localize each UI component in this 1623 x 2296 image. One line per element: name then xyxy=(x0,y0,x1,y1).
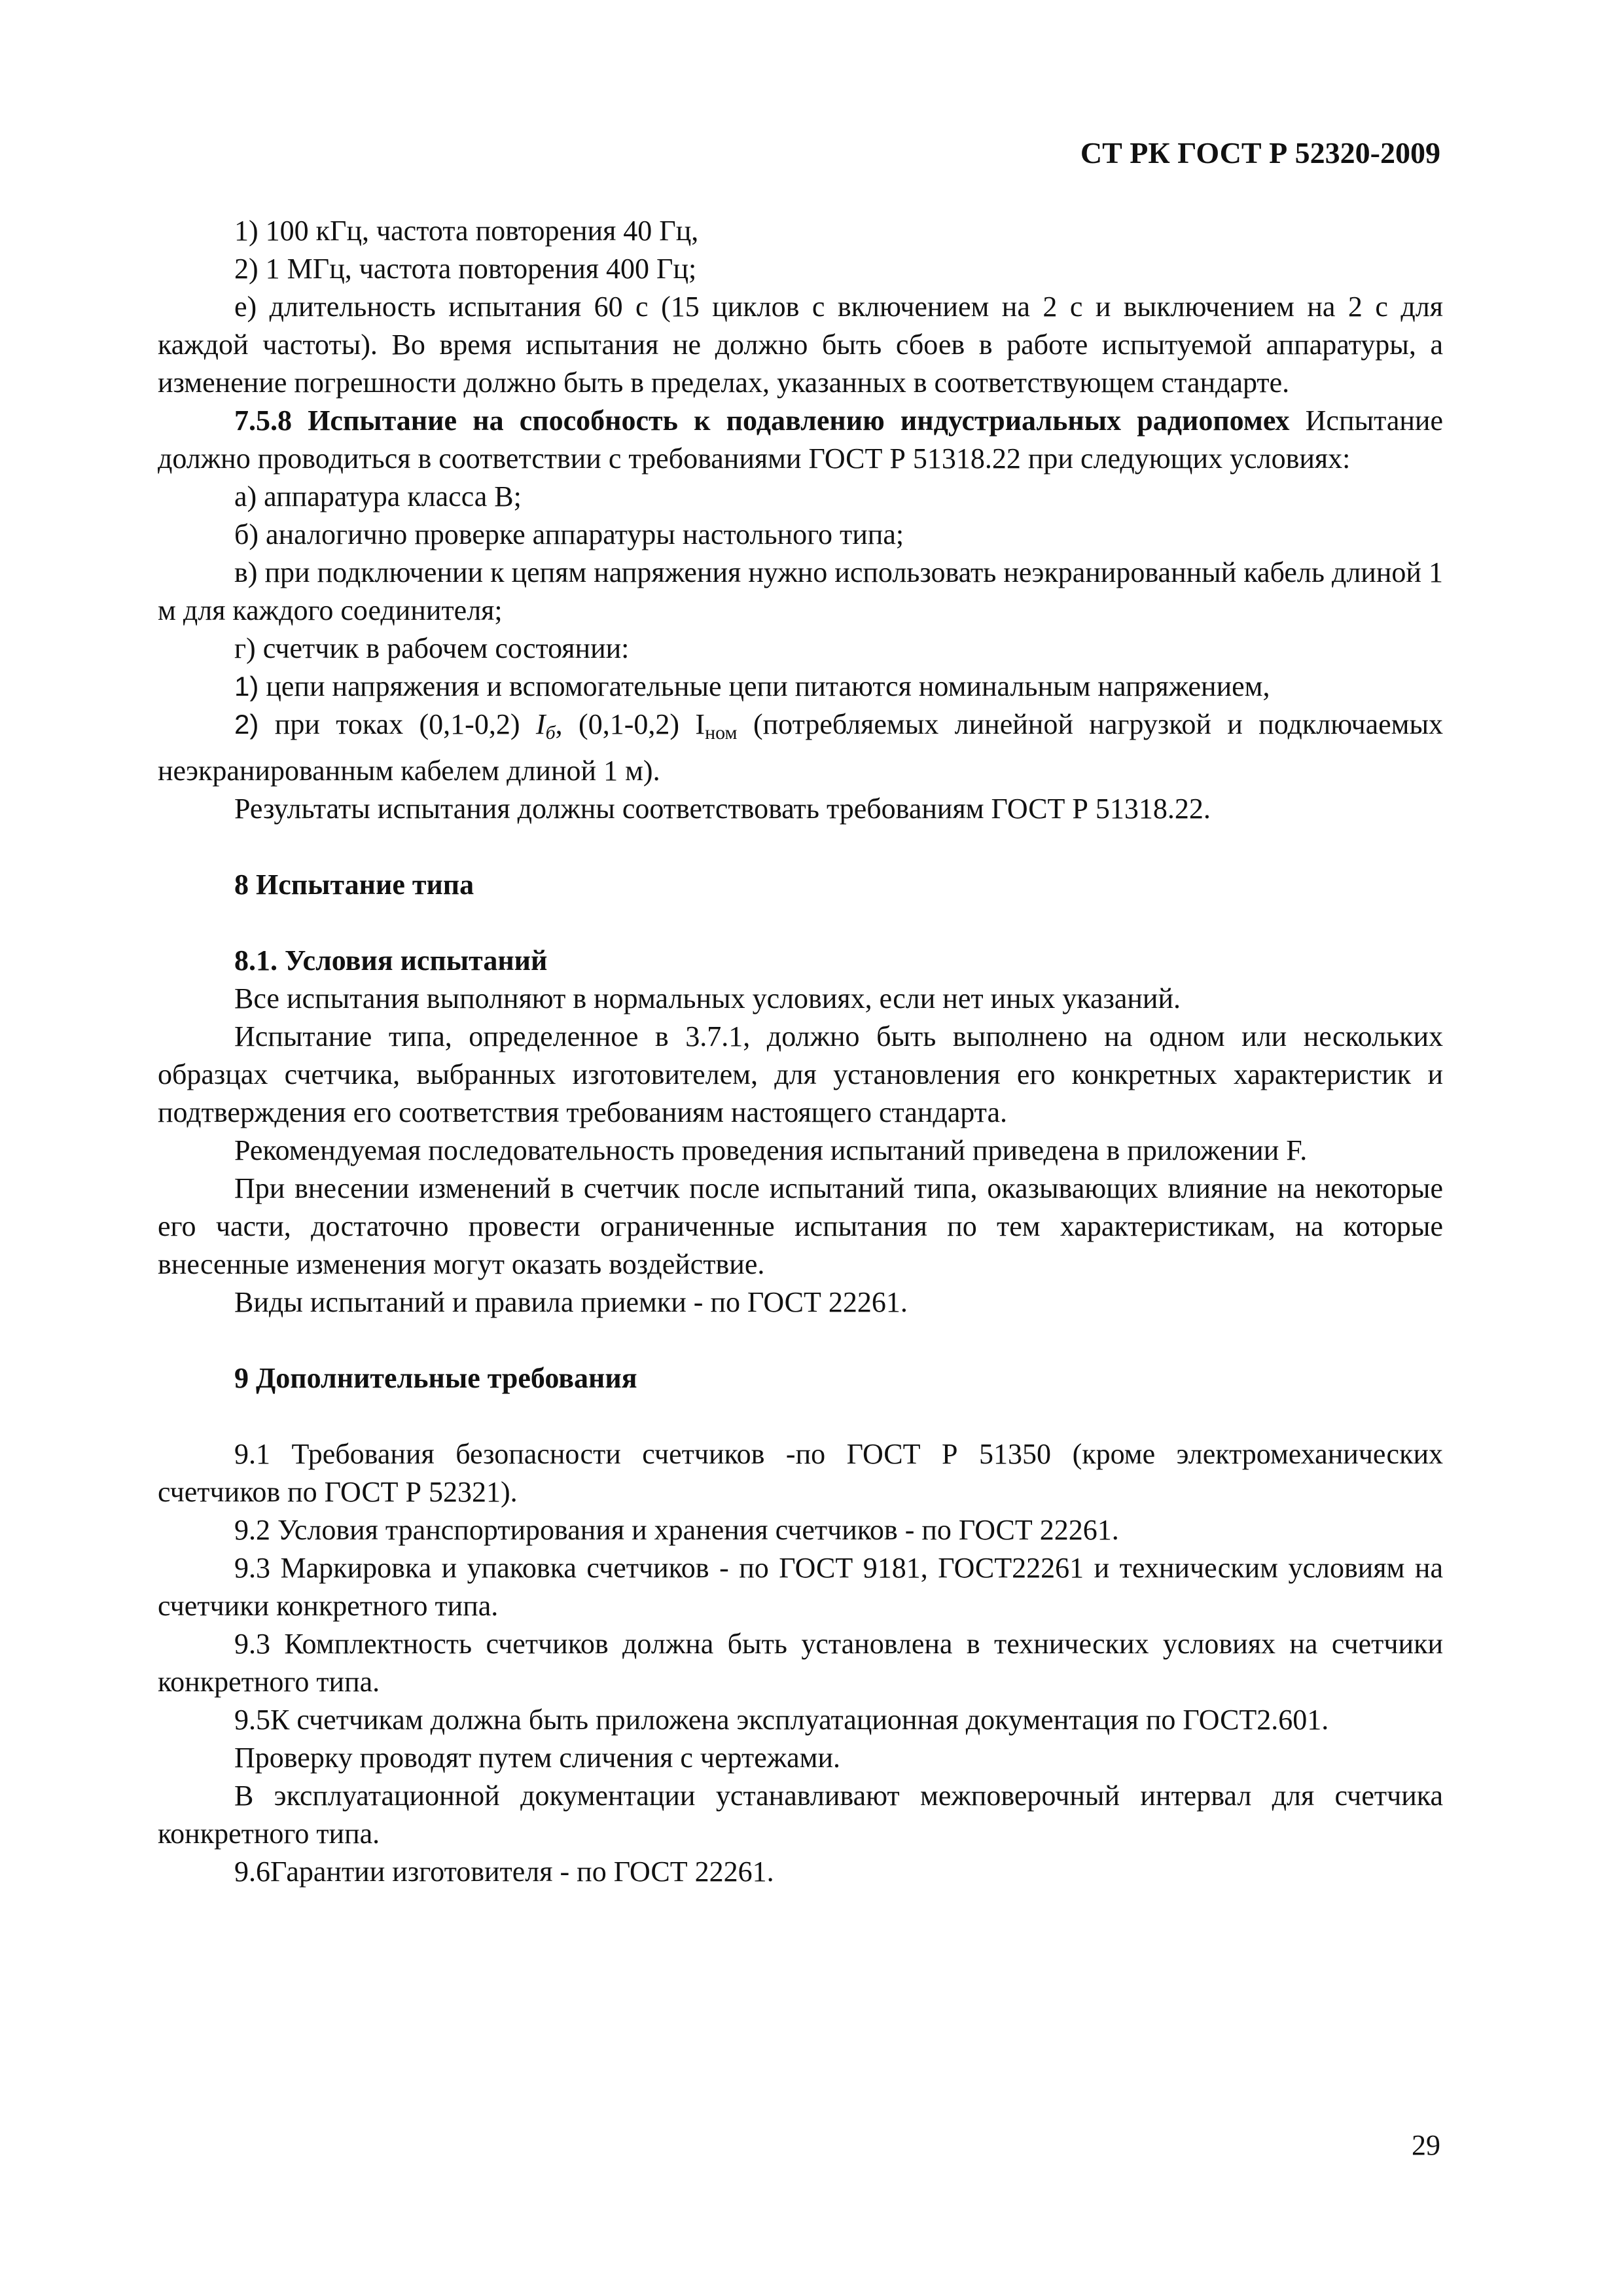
paragraph-9-6: 9.6Гарантии изготовителя - по ГОСТ 22261. xyxy=(234,1856,774,1888)
item-number: 2) xyxy=(234,709,259,740)
standard-header: СТ РК ГОСТ Р 52320-2009 xyxy=(1080,136,1440,170)
paragraph-test-duration: е) длительность испытания 60 с (15 циклов с включением на 2 с и выключением на 2 с для каждой частоты). Во время испытания не должно быть сбоев в работе испытуемой аппаратуры, а изменение погрешности должно быть в пределах, указанных в соответствующем стандарте. xyxy=(158,291,1443,399)
list-item-g: г) счетчик в рабочем состоянии: xyxy=(234,632,630,664)
paragraph-type-test: Испытание типа, определенное в 3.7.1, должно быть выполнено на одном или нескольких образцах счетчика, выбранных изготовителем, для установления его конкретных характеристик и подтверждения его соответствия требованиям настоящего стандарта. xyxy=(158,1020,1443,1128)
paragraph-9-3-completeness: 9.3 Комплектность счетчиков должна быть установлена в технических условиях на счетчики конкретного типа. xyxy=(158,1628,1443,1698)
list-item-v: в) при подключении к цепям напряжения нужно использовать неэкранированный кабель длиной 1 м для каждого соединителя; xyxy=(158,556,1443,626)
item-text: цепи напряжения и вспомогательные цепи питаются номинальным напряжением, xyxy=(266,670,1270,702)
paragraph-results: Результаты испытания должны соответствовать требованиям ГОСТ Р 51318.22. xyxy=(234,793,1211,825)
section-title: Испытание на способность к подавлению индустриальных радиопомех xyxy=(308,404,1290,437)
paragraph-acceptance: Виды испытаний и правила приемки - по ГОСТ 22261. xyxy=(234,1286,908,1318)
document-body xyxy=(158,212,1443,1891)
section-heading-9: 9 Дополнительные требования xyxy=(234,1362,637,1394)
paragraph-verification: Проверку проводят путем сличения с чертежами. xyxy=(234,1742,841,1774)
section-text: Испытание должно проводиться в соответствии с требованиями ГОСТ Р 51318.22 при следующих условиях: xyxy=(158,404,1443,475)
item-text-c: (потребляемых линейной нагрузкой и подключаемых неэкранированным кабелем длиной 1 м). xyxy=(158,708,1444,787)
list-item-b: б) аналогично проверке аппаратуры настольного типа; xyxy=(234,518,904,550)
list-item-1mhz: 2) 1 МГц, частота повторения 400 Гц; xyxy=(234,253,697,285)
list-item-2 xyxy=(158,706,1443,790)
paragraph-changes: При внесении изменений в счетчик после испытаний типа, оказывающих влияние на некоторые его части, достаточно провести ограниченные испытания по тем характеристикам, на которые внесенные изменения могут оказать воздействие. xyxy=(158,1172,1443,1280)
page-number: 29 xyxy=(1412,2129,1440,2161)
current-symbol: $I_б$ xyxy=(535,708,556,744)
paragraph-9-5: 9.5К счетчикам должна быть приложена эксплуатационная документация по ГОСТ2.601. xyxy=(234,1704,1329,1736)
paragraph-9-2: 9.2 Условия транспортирования и хранения счетчиков - по ГОСТ 22261. xyxy=(234,1514,1119,1546)
paragraph-normal-conditions: Все испытания выполняют в нормальных условиях, если нет иных указаний. xyxy=(234,982,1181,1014)
item-number: 1) xyxy=(234,671,259,702)
list-item-a: а) аппаратура класса В; xyxy=(234,480,522,512)
item-text-b: , (0,1-0,2) xyxy=(555,708,680,740)
section-7-5-8 xyxy=(158,402,1443,478)
paragraph-9-3-marking: 9.3 Маркировка и упаковка счетчиков - по ГОСТ 9181, ГОСТ22261 и техническим условиям на счетчики конкретного типа. xyxy=(158,1552,1443,1622)
list-item-1 xyxy=(158,668,1443,706)
paragraph-9-1: 9.1 Требования безопасности счетчиков -по ГОСТ Р 51350 (кроме электромеханических счетчиков по ГОСТ Р 52321). xyxy=(158,1438,1443,1508)
item-text-a: при токах (0,1-0,2) xyxy=(274,708,520,740)
paragraph-calibration-interval: В эксплуатационной документации устанавливают межповерочный интервал для счетчика конкретного типа. xyxy=(158,1780,1443,1850)
section-number: 7.5.8 xyxy=(234,404,292,437)
paragraph-recommended-sequence: Рекомендуемая последовательность проведения испытаний приведена в приложении F. xyxy=(234,1134,1308,1166)
section-heading-8-1: 8.1. Условия испытаний xyxy=(234,944,548,977)
list-item-100khz: 1) 100 кГц, частота повторения 40 Гц, xyxy=(234,215,699,247)
nominal-current-symbol: $I_{ном}$ xyxy=(695,708,738,744)
section-heading-8: 8 Испытание типа xyxy=(234,869,474,901)
